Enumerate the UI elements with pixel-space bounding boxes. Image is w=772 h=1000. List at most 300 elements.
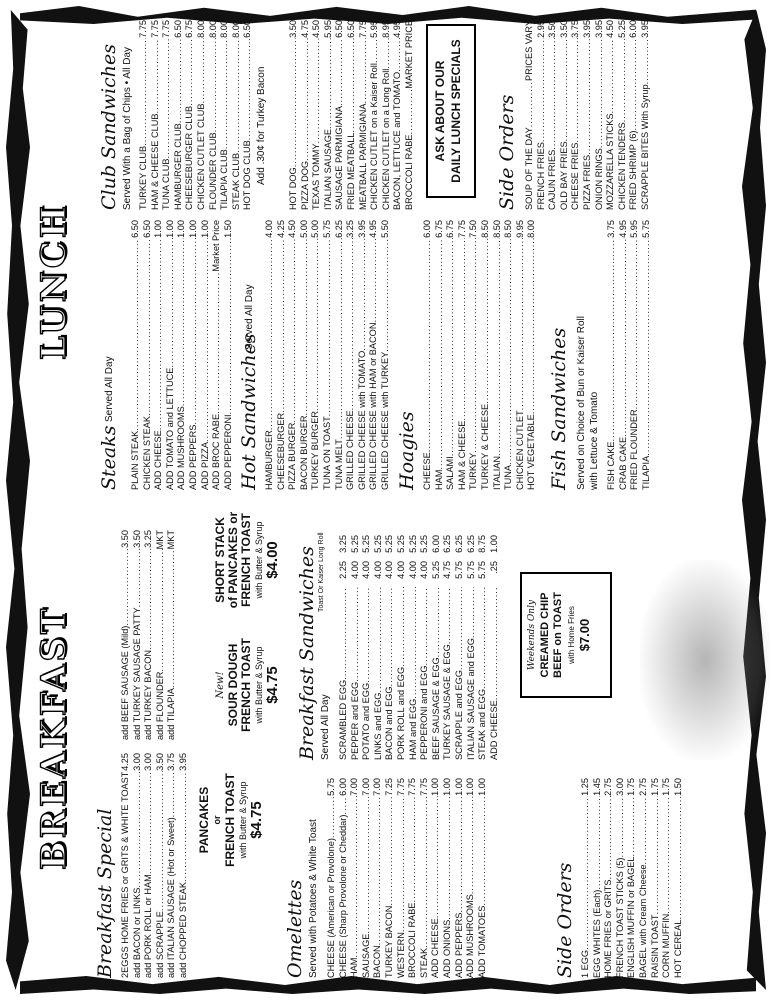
dot-leader	[338, 587, 350, 680]
dot-leader	[178, 771, 190, 882]
dot-leader	[629, 238, 641, 409]
menu-item-name: add CHOPPED STEAK	[177, 882, 188, 978]
dot-leader	[176, 238, 188, 406]
dot-leader	[219, 38, 231, 149]
menu-item	[361, 778, 373, 978]
menu-item-price: 5.95	[322, 20, 333, 38]
menu-item-name: TUNA ON TOAST	[321, 416, 332, 490]
menu-item-price: 4.25	[275, 220, 286, 238]
menu-item-price: 5.95	[369, 20, 380, 38]
pancakes-line4: with Butter & Syrup	[238, 781, 248, 859]
dot-leader	[361, 587, 373, 683]
menu-item-price: 1.00	[153, 220, 164, 238]
weekend-line2: BEEF on TOAST	[552, 592, 564, 678]
menu-item-name: POTATO and EGG	[361, 682, 372, 760]
menu-item	[155, 530, 167, 740]
menu-item-price: MKT	[166, 530, 177, 550]
menu-item-name: HAM and EGG	[407, 698, 418, 760]
menu-item-name: HOT DOG	[288, 167, 298, 210]
menu-item-price: 1.75	[626, 778, 637, 796]
menu-item	[465, 778, 477, 978]
dot-leader	[142, 238, 154, 416]
menu-item-price: 3.95	[177, 753, 188, 771]
dot-leader	[334, 238, 346, 439]
menu-item-name: ADD CHEESE	[430, 918, 441, 978]
dot-leader	[165, 238, 177, 368]
dot-leader	[143, 548, 155, 650]
pancakes-line3: FRENCH TOAST	[223, 773, 237, 867]
fish-note-2: with Lettuce & Tomato	[589, 391, 600, 490]
menu-item	[536, 20, 548, 210]
menu-item-price: 4.00	[264, 220, 274, 238]
menu-item-price-roll: 5.25	[349, 535, 360, 553]
menu-item	[361, 535, 373, 760]
menu-item-price: 6.50	[141, 220, 152, 238]
ask-line1: ASK ABOUT OUR	[433, 60, 447, 162]
menu-item-name: CHEESEBURGER CLUB	[184, 105, 195, 210]
menu-item-name: PORK ROLL and EGG	[395, 666, 406, 760]
menu-item	[276, 220, 288, 490]
menu-item-name: ADD CHEESE	[488, 700, 499, 760]
menu-item-name: HAM	[349, 957, 360, 978]
dot-leader	[338, 796, 350, 815]
dot-leader	[326, 796, 338, 838]
menu-item	[442, 535, 454, 760]
dot-leader	[231, 38, 243, 153]
menu-item	[661, 778, 673, 978]
menu-item-name: CHICKEN STEAK	[141, 415, 152, 490]
short-stack-line3: FRENCH TOAST	[239, 513, 253, 607]
menu-item-name: CHEESEBURGER	[275, 412, 286, 490]
dot-leader	[628, 38, 640, 131]
menu-item-name: TURKEY CLUB	[138, 145, 148, 210]
dot-leader	[349, 796, 361, 958]
menu-item-price: 3.25	[143, 530, 154, 548]
menu-item	[299, 220, 311, 490]
menu-item-name: SOUP OF THE DAY	[524, 127, 534, 210]
menu-item	[288, 20, 300, 210]
club-addon: Add .30¢ for Turkey Bacon	[256, 66, 267, 185]
dot-leader	[407, 796, 419, 903]
menu-item	[310, 220, 322, 490]
menu-item-price-toast: 4.00	[361, 561, 372, 579]
menu-item-price: 5.75	[640, 220, 651, 238]
menu-item-name: EGG WHITES (Each)	[591, 889, 602, 978]
menu-item-price: 3.50	[120, 530, 130, 548]
menu-item-name: SCRAMBLED EGG	[338, 679, 348, 760]
short-stack-price: $4.00	[264, 541, 281, 579]
menu-item-price: 4.95	[617, 220, 628, 238]
menu-item-price: 5.75	[321, 220, 332, 238]
dot-leader	[322, 238, 334, 416]
menu-item-name: CHICKEN CUTLET CLUB	[195, 103, 206, 210]
menu-item-price: 2.75	[603, 778, 614, 796]
weekend-special-box	[520, 572, 612, 698]
dot-leader	[492, 238, 504, 456]
menu-item-price: 8.50	[491, 220, 502, 238]
menu-item-price-roll: 6.25	[453, 535, 464, 553]
dot-leader	[288, 38, 300, 167]
dot-leader	[346, 38, 358, 133]
menu-item	[594, 20, 606, 210]
menu-item	[404, 20, 416, 210]
dot-leader	[419, 796, 431, 948]
dot-leader	[384, 587, 396, 686]
dot-leader	[166, 549, 178, 688]
menu-item-price: 3.95	[356, 220, 367, 238]
menu-item-price-roll: 8.75	[477, 535, 488, 553]
menu-item-price: 8.50	[503, 220, 514, 238]
menu-item	[617, 20, 629, 210]
menu-item	[161, 20, 173, 210]
menu-item-price-toast: 4.00	[349, 561, 360, 579]
dot-leader	[350, 587, 362, 682]
menu-item-name: HAM & CHEESE CLUB	[149, 113, 160, 210]
menu-item-price: 7.75	[138, 20, 148, 38]
menu-item	[492, 220, 504, 490]
menu-item	[264, 220, 276, 490]
dot-leader	[617, 38, 629, 122]
menu-item	[372, 778, 384, 978]
menu-item-name: MOZZARELLA STICKS	[605, 113, 616, 210]
menu-item-name: TUNA MELT	[333, 439, 344, 490]
dot-leader	[434, 238, 446, 470]
menu-item-name: add BEEF SAUSAGE (Mild)	[120, 625, 130, 740]
menu-item-name: CHEESE (American or Provolone)	[326, 838, 336, 978]
menu-item-name: BACON, LETTUCE and TOMATO	[392, 71, 403, 210]
menu-item-name: PLAIN STEAK	[130, 430, 140, 490]
menu-item	[582, 20, 594, 210]
menu-item	[580, 778, 592, 978]
dot-leader	[661, 796, 673, 914]
menu-item-name: BROCCOLI RABE	[403, 134, 414, 210]
menu-item-price-toast: 4.00	[407, 561, 418, 579]
menu-item-price-roll: 6.00	[430, 535, 441, 553]
menu-item-price: 6.00	[628, 20, 639, 38]
dot-leader	[392, 38, 404, 72]
menu-item-price: 8.00	[207, 20, 218, 38]
menu-item-price: 3.75	[570, 20, 581, 38]
menu-item-price: 1.25	[580, 778, 590, 796]
breakfast-special-addons	[120, 530, 178, 740]
menu-item-name: LINKS and EGG	[372, 692, 383, 760]
menu-item	[629, 220, 641, 490]
dot-leader	[368, 238, 380, 323]
dot-leader	[287, 238, 299, 423]
dot-leader	[323, 38, 335, 129]
dot-leader	[166, 771, 178, 817]
dot-leader	[361, 796, 373, 934]
menu-item	[184, 20, 196, 210]
dot-leader	[161, 38, 173, 159]
menu-item-price: 3.95	[581, 20, 592, 38]
side-orders-lunch-title: Side Orders	[496, 94, 518, 210]
dot-leader	[264, 238, 276, 430]
dot-leader	[211, 272, 223, 414]
menu-item	[603, 778, 615, 978]
menu-item	[430, 778, 442, 978]
menu-item	[326, 778, 338, 978]
menu-item-name: ITALIAN SAUSAGE	[322, 128, 333, 210]
menu-item	[422, 220, 434, 490]
menu-item-price-roll: 5.25	[384, 535, 395, 553]
menu-item	[138, 20, 150, 210]
menu-item-name: STEAK and EGG	[477, 689, 488, 760]
dot-leader	[120, 548, 132, 626]
menu-item-price: 1.00	[187, 220, 198, 238]
menu-item-price: 1.75	[649, 778, 660, 796]
menu-item-price-roll: 5.25	[372, 535, 383, 553]
dot-leader	[373, 587, 385, 693]
menu-item-price-toast: 4.00	[372, 561, 383, 579]
menu-item-price: 3.00	[131, 753, 142, 771]
menu-item-price-toast: 5.25	[430, 561, 441, 579]
bs-col1-header: Toast Or Kaiser	[318, 563, 325, 612]
dot-leader	[592, 796, 604, 890]
menu-item	[380, 220, 392, 490]
menu-item-name: FRENCH TOAST STICKS (5)	[614, 857, 625, 978]
dot-leader	[606, 238, 618, 442]
menu-item-name: SAUSAGE	[360, 933, 371, 978]
menu-item-price-toast: 2.25	[338, 561, 348, 579]
dot-leader	[477, 796, 489, 906]
menu-item-name: ADD PEPPERONI	[222, 414, 233, 490]
short-stack-promo	[214, 485, 279, 635]
menu-item	[477, 535, 489, 760]
menu-item-price-roll: 5.25	[419, 535, 430, 553]
menu-item	[142, 220, 154, 490]
menu-item-name: TURKEY SAUSAGE & EGG	[442, 644, 453, 760]
sourdough-line2: FRENCH TOAST	[239, 638, 253, 732]
menu-item-price: 6.50	[334, 20, 345, 38]
menu-item-price: 2.75	[637, 778, 648, 796]
lunch-misc-list	[288, 20, 416, 210]
menu-item	[345, 220, 357, 490]
menu-item-price-toast: 4.00	[395, 561, 406, 579]
menu-item-name: GRILLED CHEESE with HAM or BACON	[368, 322, 379, 490]
hot-sandwiches-note: Served All Day	[244, 284, 255, 350]
short-stack-line2: of PANCAKES or	[226, 511, 240, 609]
menu-item-name: ADD ONIONS	[441, 919, 452, 978]
dot-leader	[465, 796, 477, 894]
menu-item-price: 6.75	[184, 20, 195, 38]
menu-item-name: TURKEY & CHEESE	[479, 403, 490, 490]
menu-item	[489, 535, 501, 760]
menu-item-price: 4.95	[392, 20, 403, 38]
dot-leader	[580, 796, 592, 950]
dot-leader	[442, 796, 454, 920]
menu-item	[176, 220, 188, 490]
menu-item-name: add FLOUNDER	[154, 671, 165, 740]
menu-item	[153, 220, 165, 490]
breakfast-special-title: Breakfast Special	[94, 808, 116, 978]
menu-item	[223, 220, 235, 490]
menu-item-price: 3.95	[593, 20, 604, 38]
dot-leader	[605, 38, 617, 114]
hoagies-title: Hoagies	[396, 411, 418, 490]
menu-item	[132, 530, 144, 740]
menu-item-price: 3.95	[639, 20, 650, 38]
menu-item-price: 7.50	[468, 220, 479, 238]
menu-item	[650, 778, 662, 978]
dot-leader	[466, 587, 478, 638]
dot-leader	[120, 771, 132, 772]
menu-item-price: 3.00	[143, 753, 154, 771]
dot-leader	[430, 796, 442, 918]
menu-item	[196, 20, 208, 210]
dot-leader	[457, 238, 469, 421]
menu-item-price: 4.95	[368, 220, 379, 238]
menu-item	[130, 220, 142, 490]
dot-leader	[570, 38, 582, 143]
menu-item-name: BEEF SAUSAGE & EGG	[430, 657, 441, 760]
menu-item-name: add TURKEY SAUSAGE PATTY	[131, 607, 142, 740]
menu-item-name: TILAPIA	[640, 455, 651, 490]
dot-leader	[626, 796, 638, 857]
menu-item-price-toast: 5.75	[453, 561, 464, 579]
menu-item-name: STEAK CLUB	[230, 152, 241, 210]
dot-leader	[155, 549, 167, 671]
dot-leader	[422, 238, 434, 452]
menu-item-name: TURKEY	[468, 452, 479, 490]
menu-item-name: TUNA CLUB	[161, 158, 172, 210]
menu-item	[143, 753, 155, 978]
menu-item-name: WESTERN	[395, 932, 406, 978]
menu-item-price: 6.50	[172, 20, 183, 38]
side-orders-breakfast-list	[580, 778, 684, 978]
menu-item	[132, 753, 144, 978]
menu-item-price: 5.00	[310, 220, 321, 238]
menu-item-name: CHICKEN CUTLET	[514, 410, 525, 490]
menu-item-name: PEPPERONI and EGG	[419, 665, 430, 760]
menu-item	[515, 220, 527, 490]
dot-leader	[618, 238, 630, 437]
menu-item-price: 8.95	[380, 20, 391, 38]
menu-item-name: MEATBALL PARMIGIANA	[357, 103, 368, 210]
menu-item-name: FLOUNDER CLUB	[207, 132, 218, 210]
menu-item	[120, 753, 132, 978]
weekend-line1: CREAMED CHIP	[539, 592, 551, 678]
menu-item-price: 8.00	[526, 220, 537, 238]
dot-leader	[132, 771, 144, 888]
menu-item	[200, 220, 212, 490]
menu-item-price-toast: 4.75	[442, 561, 453, 579]
menu-item-price: 7.75	[418, 778, 429, 796]
menu-item	[392, 20, 404, 210]
menu-item-name: HOT CEREAL	[672, 919, 683, 978]
menu-item-name: ADD MUSHROOMS	[465, 894, 476, 978]
dot-leader	[384, 796, 396, 906]
menu-item-name: ADD TOMATO and LETTUCE	[164, 367, 175, 490]
menu-item-price-toast: 5.75	[477, 561, 488, 579]
menu-item	[384, 535, 396, 760]
dot-leader	[503, 238, 515, 465]
pancakes-line1: PANCAKES	[197, 786, 211, 854]
menu-item-price: 1.50	[672, 778, 683, 796]
menu-item-price: 5.25	[616, 20, 627, 38]
menu-item-price-toast: 4.00	[384, 561, 395, 579]
menu-item-price-toast: 4.00	[419, 561, 430, 579]
menu-item-name: 2EGGS HOME FRIES or GRITS & WHITE TOAST	[120, 771, 130, 978]
menu-item	[640, 20, 652, 210]
dot-leader	[357, 238, 369, 351]
menu-item-price: 1.45	[591, 778, 602, 796]
menu-item-price: 5.75	[326, 778, 336, 796]
dot-leader	[369, 38, 381, 63]
menu-item-name: GRILLED CHEESE with TURKEY	[379, 351, 390, 490]
menu-item-name: HOT VEGETABLE	[526, 414, 537, 490]
menu-item	[311, 20, 323, 210]
pancakes-promo	[198, 740, 263, 900]
menu-item	[468, 220, 480, 490]
menu-item-price: 5.00	[298, 220, 309, 238]
menu-item-price-toast: .25	[488, 561, 499, 574]
dot-leader	[431, 587, 443, 657]
menu-item-name: HOT DOG CLUB	[242, 140, 253, 210]
breakfast-special-list	[120, 753, 190, 978]
menu-item-name: BACON	[372, 945, 383, 978]
menu-item-name: add TILAPIA	[166, 688, 177, 740]
menu-item-price: 3.25	[345, 220, 356, 238]
menu-item	[166, 753, 178, 978]
menu-item	[165, 220, 177, 490]
menu-item-name: FRENCH FRIES	[535, 142, 546, 210]
menu-item	[358, 20, 370, 210]
dot-leader	[650, 796, 662, 915]
menu-item-price-roll: 5.25	[395, 535, 406, 553]
menu-item	[188, 220, 200, 490]
menu-item-price: 7.00	[349, 778, 360, 796]
menu-item-name: TURKEY BURGER	[310, 411, 321, 490]
menu-item-name: add PORK ROLL or HAM	[143, 874, 154, 978]
menu-item-name: HAMBURGER	[264, 430, 274, 490]
menu-item-price-toast: 5.75	[465, 561, 476, 579]
menu-item	[628, 20, 640, 210]
dot-leader	[640, 38, 652, 85]
menu-item-price: 8.00	[195, 20, 206, 38]
menu-item-price: 7.25	[383, 778, 394, 796]
dot-leader	[381, 38, 393, 69]
menu-item-price: 6.25	[333, 220, 344, 238]
menu-item-name: GRILLED CHEESE with TOMATO	[356, 350, 367, 490]
menu-item-price: 1.00	[476, 778, 487, 796]
menu-item-name: SAUSAGE PARMIGIANA	[334, 106, 345, 210]
menu-item	[338, 778, 350, 978]
sourdough-price: $4.75	[264, 666, 281, 704]
menu-item	[231, 20, 243, 210]
menu-item-price: 4.25	[120, 753, 130, 771]
menu-item	[334, 220, 346, 490]
dot-leader	[515, 238, 527, 410]
side-orders-breakfast-title: Side Orders	[554, 862, 576, 978]
dot-leader	[143, 771, 155, 874]
menu-item	[605, 20, 617, 210]
menu-item-name: HAMBURGER CLUB	[172, 123, 183, 210]
menu-item-price: 1.00	[430, 778, 441, 796]
menu-item	[396, 535, 408, 760]
menu-item-name: add TURKEY BACON	[143, 649, 154, 740]
menu-item-price-roll: 6.25	[465, 535, 476, 553]
steaks-title: Steaks	[98, 425, 120, 490]
breakfast-title: BREAKFAST	[34, 605, 74, 870]
menu-item	[120, 530, 132, 740]
dot-leader	[445, 238, 457, 456]
menu-item-price: 7.00	[372, 778, 383, 796]
menu-item-price: 6.00	[337, 778, 348, 796]
fish-sandwiches-title: Fish Sandwiches	[548, 327, 570, 490]
dot-leader	[276, 238, 288, 413]
menu-item-price: 1.00	[176, 220, 187, 238]
